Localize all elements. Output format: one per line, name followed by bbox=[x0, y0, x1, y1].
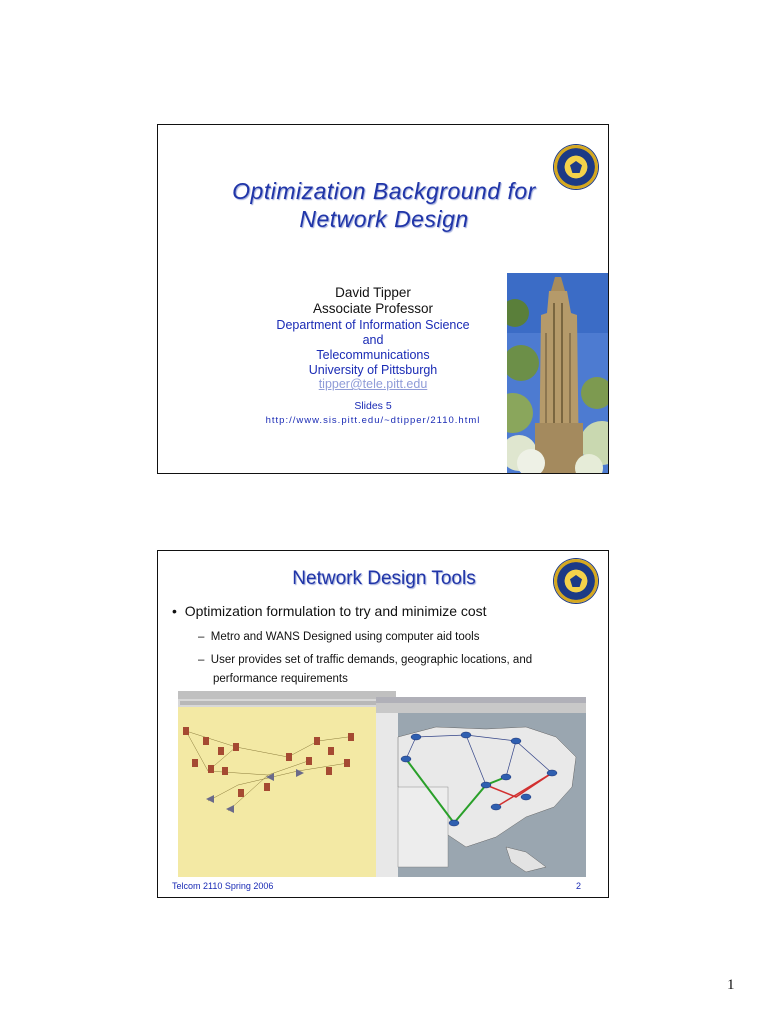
author-name: David Tipper bbox=[335, 285, 411, 300]
dash-icon: – bbox=[198, 654, 211, 666]
bullet-1-text: Optimization formulation to try and minimize cost bbox=[184, 603, 487, 619]
author-position: Associate Professor bbox=[312, 301, 434, 316]
university-seal-icon bbox=[554, 559, 598, 603]
title-line-1: Optimization Background for bbox=[232, 178, 536, 204]
slide-1-title bbox=[158, 177, 609, 233]
sub-bullet-2-continued: performance requirements bbox=[213, 673, 348, 685]
sub-bullet-1 bbox=[198, 631, 479, 643]
wan-map-tool-screenshot bbox=[376, 697, 586, 877]
cathedral-of-learning-photo bbox=[507, 273, 608, 473]
slide-2 bbox=[157, 550, 609, 898]
sub-bullet-2-text-1: User provides set of traffic demands, geographic locations, and bbox=[210, 654, 533, 666]
network-topology-tool-screenshot bbox=[178, 691, 396, 877]
slides-label: Slides 5 bbox=[354, 400, 392, 412]
university-name: University of Pittsburgh bbox=[308, 363, 438, 377]
department-line-2: and bbox=[362, 333, 384, 347]
sub-bullet-1-text: Metro and WANS Designed using computer aid tools bbox=[210, 631, 480, 643]
department-line-1: Department of Information Science bbox=[276, 318, 470, 332]
sub-bullet-2 bbox=[198, 654, 532, 666]
page-number: 1 bbox=[727, 977, 735, 993]
slide-footer-number: 2 bbox=[576, 881, 582, 891]
slide-footer-course: Telcom 2110 Spring 2006 bbox=[172, 881, 274, 891]
slide-2-title: Network Design Tools bbox=[292, 568, 476, 589]
course-url[interactable]: http://www.sis.pitt.edu/~dtipper/2110.html bbox=[265, 415, 481, 426]
slide-1 bbox=[157, 124, 609, 474]
department-line-3: Telecommunications bbox=[316, 348, 430, 362]
email-link[interactable]: tipper@tele.pitt.edu bbox=[318, 377, 428, 391]
dash-icon: – bbox=[198, 631, 211, 643]
title-line-2: Network Design bbox=[299, 206, 469, 232]
bullet-1 bbox=[172, 603, 487, 619]
bullet-dot-icon: • bbox=[172, 603, 185, 619]
